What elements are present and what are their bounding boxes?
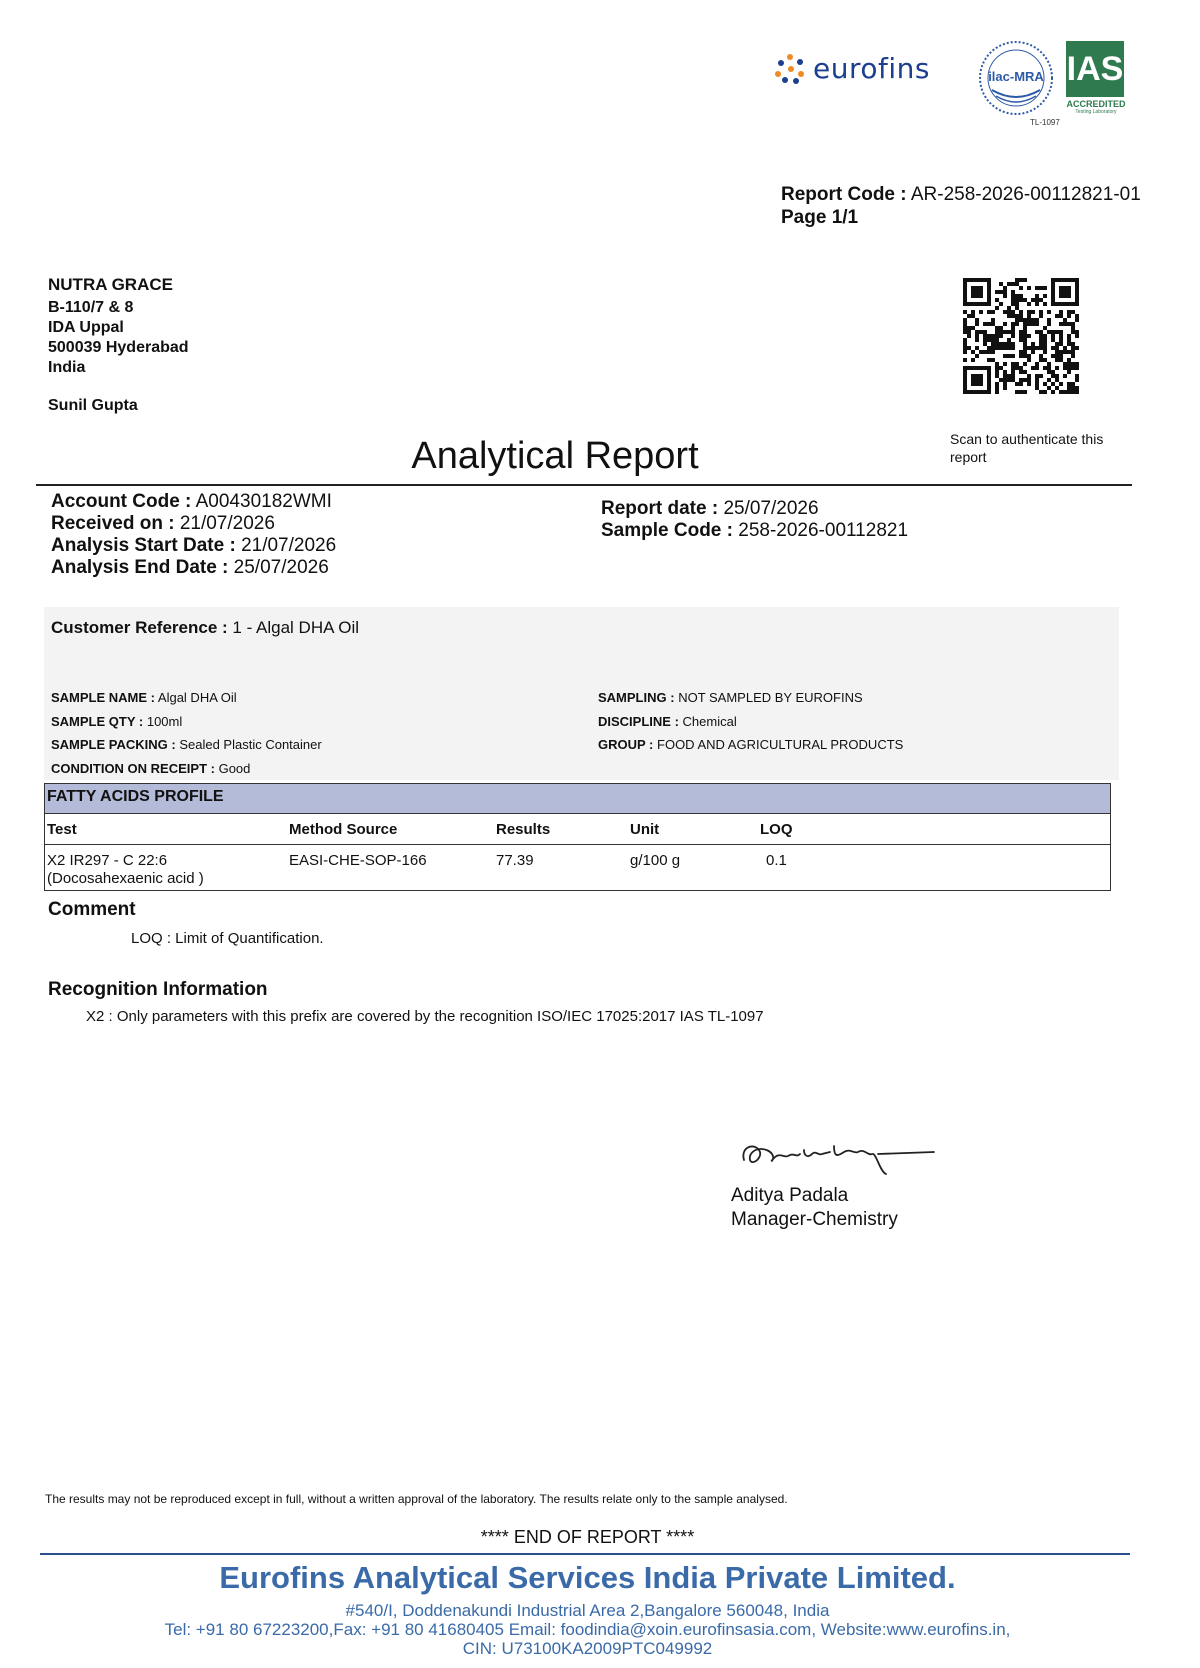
condition: Good (218, 760, 251, 776)
test-name: X2 IR297 - C 22:6 (47, 852, 168, 869)
comment-text: LOQ : Limit of Quantification. (131, 930, 324, 947)
report-code-block (781, 183, 1141, 229)
company-contacts: Tel: +91 80 67223200,Fax: +91 80 41680405 Email: foodindia@xoin.eurofinsasia.com, Website:www.eurofins.in, (164, 1620, 1011, 1639)
accreditation-id: TL-1097 (1030, 118, 1060, 127)
disclaimer: The results may not be reproduced except in full, without a written approval of the laboratory. The results relate only to the sample analysed. (45, 1492, 788, 1506)
received-label: Received on : (51, 513, 175, 534)
company-address-block (0, 1601, 1175, 1658)
report-date-label: Report date : (601, 498, 719, 519)
unit-cell: g/100 g (630, 852, 681, 869)
page-number: Page 1/1 (781, 207, 859, 228)
meta-left (51, 491, 336, 579)
start-date-label: Analysis Start Date : (51, 535, 236, 556)
signatory-name: Aditya Padala (731, 1185, 849, 1206)
customer-ref-label: Customer Reference : (51, 618, 228, 637)
sample-code: 258-2026-00112821 (738, 520, 909, 541)
loq-cell: 0.1 (766, 852, 787, 869)
end-date: 25/07/2026 (233, 557, 329, 578)
ias-accredited-label: ACCREDITED (1066, 99, 1126, 109)
customer-reference (51, 618, 359, 638)
client-name: NUTRA GRACE (48, 275, 173, 294)
end-of-report: **** END OF REPORT **** (480, 1527, 695, 1547)
sampling-label: SAMPLING : (598, 690, 675, 705)
column-header: Unit (630, 821, 660, 838)
column-header: LOQ (760, 821, 793, 838)
company-name: Eurofins Analytical Services India Private Limited. (219, 1560, 956, 1595)
discipline: Chemical (682, 713, 737, 729)
sample-code-label: Sample Code : (601, 520, 733, 541)
eurofins-logo (775, 52, 930, 85)
client-address (48, 275, 189, 378)
footer-divider (40, 1553, 1130, 1555)
sample-packing-label: SAMPLE PACKING : (51, 737, 176, 752)
recognition-text: X2 : Only parameters with this prefix are covered by the recognition ISO/IEC 17025:2017 IAS TL-1097 (86, 1008, 764, 1025)
results-table (44, 783, 1111, 891)
start-date: 21/07/2026 (241, 535, 337, 556)
group-label: GROUP : (598, 737, 654, 752)
group: FOOD AND AGRICULTURAL PRODUCTS (657, 737, 904, 752)
test-cell (47, 852, 204, 888)
ilac-mra-logo (978, 40, 1054, 116)
address-line: 500039 Hyderabad (48, 339, 189, 356)
report-date: 25/07/2026 (723, 498, 819, 519)
ias-testing-lab: Testing Laboratory (1075, 109, 1117, 115)
ias-accreditation-logo (1066, 41, 1126, 123)
title-divider (36, 484, 1132, 486)
address-line: B-110/7 & 8 (48, 299, 134, 316)
column-header: Results (496, 821, 551, 838)
account-code: A00430182WMI (195, 491, 332, 512)
table-row (45, 845, 1110, 890)
sample-qty: 100ml (146, 713, 183, 729)
company-address: #540/I, Doddenakundi Industrial Area 2,Bangalore 560048, India (345, 1601, 830, 1620)
end-date-label: Analysis End Date : (51, 557, 229, 578)
sample-details-right (598, 686, 903, 757)
ilac-text: ilac-MRA (988, 69, 1044, 84)
sample-name: Algal DHA Oil (157, 690, 237, 705)
condition-label: CONDITION ON RECEIPT : (51, 760, 215, 776)
comment-heading: Comment (48, 899, 136, 920)
column-header: Method Source (289, 821, 398, 838)
column-header: Test (47, 821, 77, 838)
address-line: IDA Uppal (48, 319, 124, 336)
table-column-headers (45, 814, 1110, 845)
meta-right (601, 498, 908, 542)
eurofins-dots-icon (775, 54, 805, 84)
account-code-label: Account Code : (51, 491, 192, 512)
test-compound: (Docosahexaenic acid ) (47, 870, 204, 887)
report-code-label: Report Code : (781, 184, 907, 205)
table-section-header: FATTY ACIDS PROFILE (45, 784, 1110, 814)
received-date: 21/07/2026 (179, 513, 275, 534)
brand-name: eurofins (813, 52, 930, 85)
sample-details-left (51, 686, 322, 780)
authentication-qr-code[interactable] (963, 278, 1079, 394)
result-cell: 77.39 (496, 852, 534, 869)
sampling: NOT SAMPLED BY EUROFINS (678, 690, 863, 705)
discipline-label: DISCIPLINE : (598, 713, 679, 729)
company-cin: CIN: U73100KA2009PTC049992 (462, 1639, 713, 1658)
sample-packing: Sealed Plastic Container (179, 737, 322, 752)
qr-caption: Scan to authenticate this report (950, 431, 1104, 465)
signatory-title: Manager-Chemistry (731, 1209, 898, 1230)
ias-badge: IAS (1066, 41, 1124, 97)
sample-name-label: SAMPLE NAME : (51, 690, 155, 705)
report-code-value: AR-258-2026-00112821-01 (910, 184, 1141, 205)
recognition-heading: Recognition Information (48, 979, 268, 1000)
address-line: India (48, 359, 86, 376)
method-cell: EASI-CHE-SOP-166 (289, 852, 427, 869)
customer-ref-value: 1 - Algal DHA Oil (232, 618, 360, 637)
sample-qty-label: SAMPLE QTY : (51, 713, 144, 729)
client-contact: Sunil Gupta (48, 397, 138, 414)
signature-image (738, 1128, 938, 1178)
signatory (731, 1184, 898, 1232)
report-title: Analytical Report (411, 435, 699, 477)
